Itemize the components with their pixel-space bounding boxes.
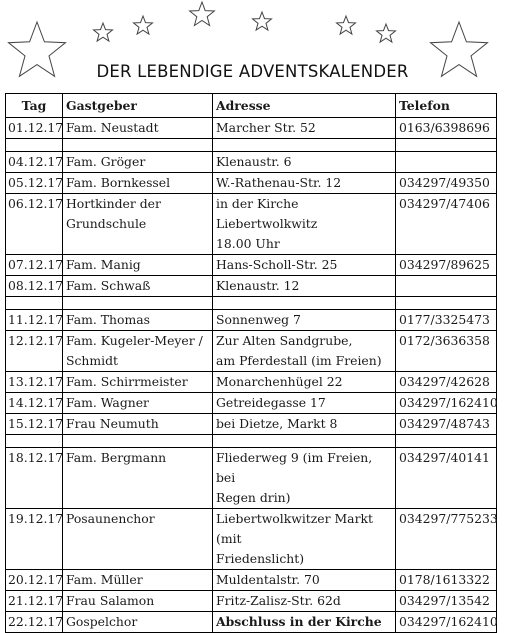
phone-text: 034297/47406 bbox=[399, 196, 490, 211]
cell-date bbox=[6, 152, 63, 173]
cell-phone bbox=[396, 414, 497, 435]
cell-phone bbox=[396, 173, 497, 194]
host-text: Fam. Neustadt bbox=[66, 120, 159, 135]
phone-text: 034297/49350 bbox=[399, 175, 490, 190]
cell-address bbox=[213, 118, 396, 139]
date-text: 12.12.17 bbox=[8, 333, 64, 348]
address-text: 18.00 Uhr bbox=[216, 236, 280, 251]
cell-date bbox=[6, 194, 63, 255]
star-icon bbox=[377, 24, 396, 42]
column-header-telefon: Telefon bbox=[396, 94, 497, 118]
address-text: Getreidegasse 17 bbox=[216, 395, 326, 410]
cell-date bbox=[6, 509, 63, 570]
cell-host bbox=[63, 414, 213, 435]
cell-phone bbox=[396, 570, 497, 591]
table-row bbox=[6, 372, 497, 393]
cell-address bbox=[213, 152, 396, 173]
table-header-row bbox=[6, 94, 497, 118]
star-icon bbox=[253, 12, 272, 30]
cell-date bbox=[6, 591, 63, 612]
table-row bbox=[6, 612, 497, 633]
table-row bbox=[6, 173, 497, 194]
phone-text: 034297/162410 bbox=[399, 395, 498, 410]
empty-cell bbox=[213, 297, 396, 310]
host-text: Hortkinder der bbox=[66, 196, 161, 211]
table-row bbox=[6, 414, 497, 435]
phone-text: 034297/162410 bbox=[399, 614, 498, 629]
table-row-empty bbox=[6, 435, 497, 448]
date-text: 22.12.17 bbox=[8, 614, 64, 629]
cell-address bbox=[213, 331, 396, 372]
cell-phone bbox=[396, 310, 497, 331]
cell-date bbox=[6, 118, 63, 139]
host-text: Fam. Thomas bbox=[66, 312, 150, 327]
empty-cell bbox=[63, 139, 213, 152]
page-title: DER LEBENDIGE ADVENTSKALENDER bbox=[96, 62, 409, 81]
address-text: in der Kirche Liebertwolkwitz bbox=[216, 196, 318, 231]
cell-date bbox=[6, 276, 63, 297]
cell-host bbox=[63, 393, 213, 414]
address-text: Marcher Str. 52 bbox=[216, 120, 316, 135]
date-text: 20.12.17 bbox=[8, 572, 64, 587]
cell-date bbox=[6, 255, 63, 276]
address-text: am Pferdestall (im Freien) bbox=[216, 353, 382, 368]
empty-cell bbox=[396, 435, 497, 448]
host-text: Fam. Müller bbox=[66, 572, 143, 587]
cell-address bbox=[213, 393, 396, 414]
cell-phone bbox=[396, 393, 497, 414]
empty-cell bbox=[63, 435, 213, 448]
date-text: 05.12.17 bbox=[8, 175, 64, 190]
phone-text: 0178/1613322 bbox=[399, 572, 490, 587]
table-row bbox=[6, 448, 497, 509]
table-row-empty bbox=[6, 139, 497, 152]
cell-host bbox=[63, 118, 213, 139]
host-text: Posaunenchor bbox=[66, 511, 155, 526]
cell-host bbox=[63, 591, 213, 612]
cell-host bbox=[63, 173, 213, 194]
phone-text: 034297/42628 bbox=[399, 374, 490, 389]
address-text: Klenaustr. 12 bbox=[216, 278, 300, 293]
phone-text: 0177/3325473 bbox=[399, 312, 490, 327]
empty-cell bbox=[396, 139, 497, 152]
cell-address bbox=[213, 570, 396, 591]
date-text: 15.12.17 bbox=[8, 416, 64, 431]
cell-address bbox=[213, 276, 396, 297]
cell-host bbox=[63, 276, 213, 297]
cell-date bbox=[6, 372, 63, 393]
date-text: 04.12.17 bbox=[8, 154, 64, 169]
date-text: 06.12.17 bbox=[8, 196, 64, 211]
cell-address bbox=[213, 310, 396, 331]
cell-host bbox=[63, 331, 213, 372]
cell-phone bbox=[396, 612, 497, 633]
cell-address bbox=[213, 591, 396, 612]
empty-cell bbox=[213, 435, 396, 448]
host-text: Fam. Bergmann bbox=[66, 450, 167, 465]
table-row-empty bbox=[6, 297, 497, 310]
host-text: Fam. Schirrmeister bbox=[66, 374, 188, 389]
host-text: Fam. Manig bbox=[66, 257, 141, 272]
cell-host bbox=[63, 152, 213, 173]
host-text: Gospelchor bbox=[66, 614, 138, 629]
cell-host bbox=[63, 612, 213, 633]
address-text: Regen drin) bbox=[216, 490, 291, 505]
address-text: Liebertwolkwitzer Markt (mit bbox=[216, 511, 373, 546]
table-row bbox=[6, 255, 497, 276]
address-text: Abschluss in der Kirche bbox=[216, 614, 382, 629]
table-row bbox=[6, 310, 497, 331]
date-text: 21.12.17 bbox=[8, 593, 64, 608]
date-text: 08.12.17 bbox=[8, 278, 64, 293]
cell-date bbox=[6, 310, 63, 331]
empty-cell bbox=[396, 297, 497, 310]
empty-cell bbox=[6, 297, 63, 310]
empty-cell bbox=[63, 297, 213, 310]
date-text: 07.12.17 bbox=[8, 257, 64, 272]
star-icon bbox=[94, 23, 113, 41]
cell-date bbox=[6, 331, 63, 372]
table-row bbox=[6, 331, 497, 372]
address-text: Monarchenhügel 22 bbox=[216, 374, 343, 389]
advent-calendar-table bbox=[5, 93, 497, 633]
cell-host bbox=[63, 570, 213, 591]
star-icon bbox=[190, 2, 215, 26]
date-text: 11.12.17 bbox=[8, 312, 64, 327]
star-icon bbox=[134, 16, 153, 34]
phone-text: 034297/89625 bbox=[399, 257, 490, 272]
host-text: Grundschule bbox=[66, 216, 147, 231]
cell-host bbox=[63, 448, 213, 509]
cell-date bbox=[6, 448, 63, 509]
cell-phone bbox=[396, 276, 497, 297]
table-row bbox=[6, 591, 497, 612]
phone-text: 0172/3636358 bbox=[399, 333, 490, 348]
cell-address bbox=[213, 372, 396, 393]
cell-address bbox=[213, 414, 396, 435]
cell-host bbox=[63, 509, 213, 570]
phone-text: 034297/48743 bbox=[399, 416, 490, 431]
host-text: Fam. Schwaß bbox=[66, 278, 151, 293]
cell-date bbox=[6, 393, 63, 414]
cell-host bbox=[63, 372, 213, 393]
cell-phone bbox=[396, 118, 497, 139]
cell-phone bbox=[396, 448, 497, 509]
cell-date bbox=[6, 570, 63, 591]
empty-cell bbox=[6, 139, 63, 152]
page-header bbox=[0, 0, 505, 92]
table-row bbox=[6, 152, 497, 173]
host-text: Fam. Gröger bbox=[66, 154, 146, 169]
table-row bbox=[6, 570, 497, 591]
phone-text: 0163/6398696 bbox=[399, 120, 490, 135]
cell-phone bbox=[396, 194, 497, 255]
host-text: Frau Salamon bbox=[66, 593, 155, 608]
cell-date bbox=[6, 612, 63, 633]
host-text: Fam. Kugeler-Meyer / bbox=[66, 333, 203, 348]
phone-text: 034297/40141 bbox=[399, 450, 490, 465]
cell-phone bbox=[396, 509, 497, 570]
phone-text: 034297/13542 bbox=[399, 593, 490, 608]
star-icon bbox=[337, 16, 356, 34]
column-header-tag: Tag bbox=[6, 94, 63, 118]
address-text: Zur Alten Sandgrube, bbox=[216, 333, 353, 348]
date-text: 14.12.17 bbox=[8, 395, 64, 410]
cell-phone bbox=[396, 331, 497, 372]
address-text: bei Dietze, Markt 8 bbox=[216, 416, 338, 431]
cell-phone bbox=[396, 372, 497, 393]
table-row bbox=[6, 276, 497, 297]
date-text: 13.12.17 bbox=[8, 374, 64, 389]
address-text: Sonnenweg 7 bbox=[216, 312, 301, 327]
address-text: Fliederweg 9 (im Freien, bei bbox=[216, 450, 373, 485]
cell-address bbox=[213, 612, 396, 633]
date-text: 19.12.17 bbox=[8, 511, 64, 526]
cell-host bbox=[63, 194, 213, 255]
cell-address bbox=[213, 509, 396, 570]
cell-address bbox=[213, 255, 396, 276]
table-row bbox=[6, 393, 497, 414]
table-row bbox=[6, 194, 497, 255]
cell-address bbox=[213, 194, 396, 255]
cell-address bbox=[213, 448, 396, 509]
cell-phone bbox=[396, 255, 497, 276]
address-text: Klenaustr. 6 bbox=[216, 154, 292, 169]
table-row bbox=[6, 118, 497, 139]
cell-date bbox=[6, 414, 63, 435]
empty-cell bbox=[6, 435, 63, 448]
date-text: 01.12.17 bbox=[8, 120, 64, 135]
date-text: 18.12.17 bbox=[8, 450, 64, 465]
host-text: Fam. Bornkessel bbox=[66, 175, 171, 190]
host-text: Frau Neumuth bbox=[66, 416, 159, 431]
host-text: Schmidt bbox=[66, 353, 119, 368]
address-text: Friedenslicht) bbox=[216, 551, 305, 566]
column-header-adresse: Adresse bbox=[213, 94, 396, 118]
cell-host bbox=[63, 255, 213, 276]
phone-text: 034297/775233 bbox=[399, 511, 498, 526]
host-text: Fam. Wagner bbox=[66, 395, 149, 410]
cell-date bbox=[6, 173, 63, 194]
address-text: Hans-Scholl-Str. 25 bbox=[216, 257, 338, 272]
cell-phone bbox=[396, 591, 497, 612]
cell-phone bbox=[396, 152, 497, 173]
cell-address bbox=[213, 173, 396, 194]
cell-host bbox=[63, 310, 213, 331]
column-header-gastgeber: Gastgeber bbox=[63, 94, 213, 118]
table-row bbox=[6, 509, 497, 570]
address-text: Fritz-Zalisz-Str. 62d bbox=[216, 593, 341, 608]
empty-cell bbox=[213, 139, 396, 152]
address-text: Muldentalstr. 70 bbox=[216, 572, 320, 587]
address-text: W.-Rathenau-Str. 12 bbox=[216, 175, 342, 190]
